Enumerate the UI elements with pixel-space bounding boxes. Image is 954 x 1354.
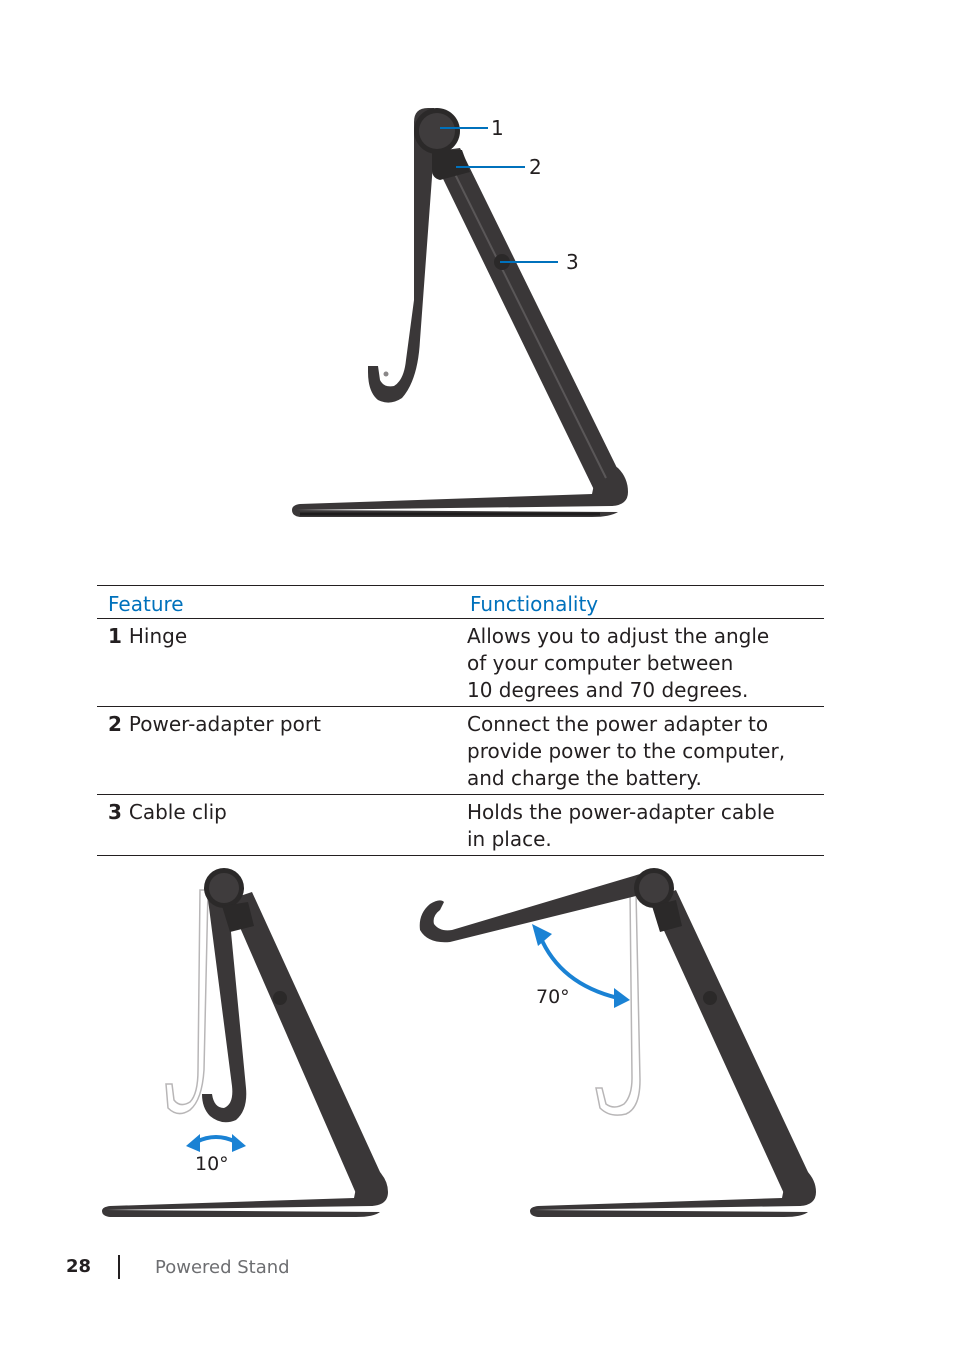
stand-arm xyxy=(430,148,624,506)
row-functionality: Allows you to adjust the angle of your computer between 10 degrees and 70 degrees. xyxy=(467,624,770,702)
callout-3: 3 xyxy=(566,250,579,274)
page-number: 28 xyxy=(66,1256,92,1277)
stand-max-angle xyxy=(420,868,816,1217)
stand-diagram xyxy=(0,0,954,560)
section-title: Powered Stand xyxy=(155,1257,290,1278)
row-feature: Hinge xyxy=(128,624,188,648)
feature-table xyxy=(97,585,824,856)
row-number: 2 xyxy=(108,712,129,736)
stand-arm-highlight xyxy=(448,160,606,478)
stand-hook xyxy=(368,108,434,403)
table-row xyxy=(97,706,824,794)
ghost-outline xyxy=(166,890,208,1114)
max-angle-label: 70° xyxy=(536,986,570,1008)
angle-arrow-min xyxy=(196,1137,236,1142)
angle-diagram xyxy=(0,860,954,1230)
row-functionality: Holds the power-adapter cable in place. xyxy=(467,800,775,851)
row-feature: Power-adapter port xyxy=(128,712,321,736)
row-number: 3 xyxy=(108,800,129,824)
table-header-row xyxy=(97,586,824,618)
table-row xyxy=(97,618,824,706)
row-number: 1 xyxy=(108,624,129,648)
stand-base xyxy=(292,456,628,517)
table-row xyxy=(97,794,824,855)
callout-2: 2 xyxy=(529,155,542,179)
callout-1: 1 xyxy=(491,116,504,140)
header-feature: Feature xyxy=(108,592,184,616)
row-feature: Cable clip xyxy=(128,800,227,824)
footer-separator xyxy=(118,1255,120,1279)
stand-min-angle xyxy=(102,868,388,1217)
row-functionality: Connect the power adapter to provide power to the computer, and charge the battery. xyxy=(467,712,786,790)
header-functionality: Functionality xyxy=(470,592,599,616)
min-angle-label: 10° xyxy=(195,1153,229,1175)
